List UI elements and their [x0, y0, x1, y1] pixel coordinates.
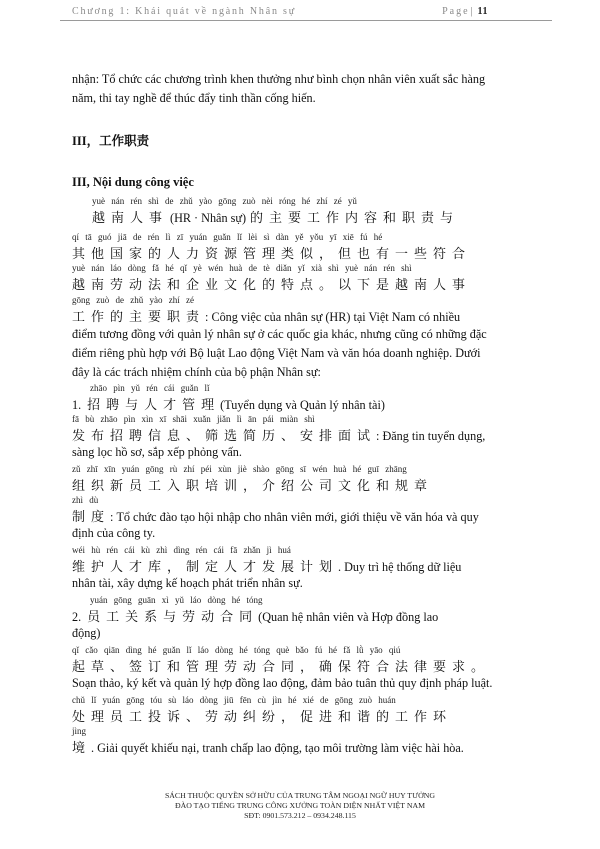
mixed-line — [72, 306, 460, 326]
pinyin-line: qǐ cǎo qiān dìng hé guǎn lǐ láo dòng hé tóng què bǎo fú hé fǎ lǜ yāo qiú — [72, 645, 401, 655]
pinyin-line: fā bù zhāo pìn xìn xī shāi xuǎn jiǎn lì ān pái miàn shì — [72, 414, 315, 424]
text-line: điểm riêng phù hợp với Bộ luật Lao động Việt Nam và văn hóa doanh nghiệp. Dưới — [72, 346, 481, 360]
mixed-line — [72, 737, 464, 757]
pinyin-line: yuè nán rén shì de zhǔ yào gōng zuò nèi róng hé zhí zé yǔ — [92, 196, 357, 206]
page-footer — [0, 791, 600, 821]
chinese-line: 处理员工投诉、劳动纠纷，促进和谐的工作环 — [72, 709, 453, 724]
vietnamese-text: (Tuyển dụng và Quản lý nhân tài) — [220, 398, 385, 412]
pinyin-line: jìng — [72, 726, 87, 736]
mixed-line — [72, 506, 479, 526]
footer-line-2: ĐÀO TẠO TIẾNG TRUNG CÔNG XƯỞNG TOÀN DIỆN NHẤT VIỆT NAM — [174, 801, 426, 810]
pinyin-line: chǔ lǐ yuán gōng tóu sù láo dòng jiū fēn cù jìn hé xié de gōng zuò huán — [72, 695, 396, 705]
list-item-heading — [72, 394, 385, 414]
vietnamese-text: : Đăng tin tuyển dụng, — [376, 429, 486, 443]
chinese-text: 员工关系与劳动合同 — [87, 609, 259, 624]
vietnamese-text: . Duy trì hệ thống dữ liệu — [338, 560, 462, 574]
pinyin-line: wéi hù rén cái kù zhì dìng rén cái fā zhǎn jì huá — [72, 545, 291, 555]
footer-phone: SĐT: 0901.573.212 – 0934.248.115 — [244, 811, 356, 820]
item-number: 1. — [72, 398, 82, 412]
pinyin-line: yuè nán láo dòng fǎ hé qǐ yè wén huà de tè diǎn yǐ xià shì yuè nán rén shì — [72, 263, 412, 273]
pinyin-line: zhì dù — [72, 495, 99, 505]
vietnamese-text: (Quan hệ nhân viên và Hợp đồng lao — [258, 610, 439, 624]
chapter-title: Chương 1: Khái quát về ngành Nhân sự — [72, 6, 296, 17]
page-number: 11 — [477, 6, 488, 17]
pinyin-line: yuán gōng guān xì yǔ láo dòng hé tóng — [90, 595, 263, 605]
vietnamese-paragraph — [72, 325, 532, 382]
text-line: Soạn thảo, ký kết và quản lý hợp đồng lao động, đảm bảo tuân thủ quy định pháp luật. — [72, 676, 493, 690]
chinese-text: 境 — [72, 740, 92, 755]
chinese-text: 招聘与人才管理 — [87, 397, 221, 412]
chinese-line: 其他国家的人力资源管理类似，但也有一些符合 — [72, 246, 472, 261]
text-line: đây là các trách nhiệm chính của bộ phận Nhân sự: — [72, 365, 321, 379]
vietnamese-text: . Giải quyết khiếu nại, tranh chấp lao động, tạo môi trường làm việc hài hòa. — [91, 741, 464, 755]
chinese-text: 维护人才库，制定人才发展计划 — [72, 559, 339, 574]
section-heading-zh: III，工作职责 — [72, 134, 150, 148]
inline-term: (HR · Nhân sự) — [170, 211, 247, 225]
vietnamese-text: : Công việc của nhân sự (HR) tại Việt Nam có nhiều — [205, 310, 461, 324]
pinyin-line: zǔ zhī xīn yuán gōng rù zhí péi xùn jiè shào gōng sī wén huà hé guī zhāng — [72, 464, 407, 474]
mixed-line — [92, 207, 459, 227]
mixed-line — [72, 425, 485, 445]
mixed-line — [72, 556, 461, 576]
text-line: nhân tài, xây dựng kế hoạch phát triển nhân sự. — [72, 576, 303, 590]
pinyin-line: qí tā guó jiā de rén lì zī yuán guǎn lǐ lèi sì dàn yě yǒu yī xiē fú hé — [72, 232, 383, 242]
section-heading-vi: III, Nội dung công việc — [72, 175, 194, 189]
text-line: điểm tương đồng với quản lý nhân sự ở các quốc gia khác, nhưng cũng có những đặc — [72, 327, 487, 341]
vietnamese-text: : Tổ chức đào tạo hội nhập cho nhân viên mới, giới thiệu về văn hóa và quy — [110, 510, 479, 524]
page-label: Page — [442, 6, 470, 17]
page-header — [60, 6, 552, 21]
chinese-text: 越南人事 — [92, 210, 169, 225]
page-indicator — [442, 6, 488, 17]
intro-line-2: năm, thi tay nghề để thúc đẩy tinh thần cống hiến. — [72, 91, 316, 105]
intro-paragraph — [72, 70, 532, 108]
pinyin-line: zhāo pìn yǔ rén cái guǎn lǐ — [90, 383, 210, 393]
text-line: động) — [72, 626, 101, 640]
chinese-text: 工作的主要职责 — [72, 309, 206, 324]
item-number: 2. — [72, 610, 82, 624]
chinese-text: 发布招聘信息、筛选简历、安排面试 — [72, 428, 377, 443]
chinese-text: 制度 — [72, 509, 111, 524]
intro-line-1: nhận: Tổ chức các chương trình khen thưởng như bình chọn nhân viên xuất sắc hàng — [72, 72, 486, 86]
chinese-line: 起草、签订和管理劳动合同，确保符合法律要求。 — [72, 659, 491, 674]
chinese-text: 的主要工作内容和职责与 — [250, 210, 460, 225]
pinyin-line: gōng zuò de zhǔ yào zhí zé — [72, 295, 194, 305]
text-line: định của công ty. — [72, 526, 156, 540]
list-item-heading — [72, 606, 438, 626]
page-separator: | — [470, 6, 475, 17]
text-line: sàng lọc hồ sơ, sắp xếp phỏng vấn. — [72, 445, 242, 459]
footer-line-1: SÁCH THUỘC QUYỀN SỞ HỮU CỦA TRUNG TÂM NGOẠI NGỮ HUY TƯỞNG — [164, 791, 436, 800]
chinese-line: 组织新员工入职培训，介绍公司文化和规章 — [72, 478, 434, 493]
chinese-line: 越南劳动法和企业文化的特点。以下是越南人事 — [72, 277, 472, 292]
